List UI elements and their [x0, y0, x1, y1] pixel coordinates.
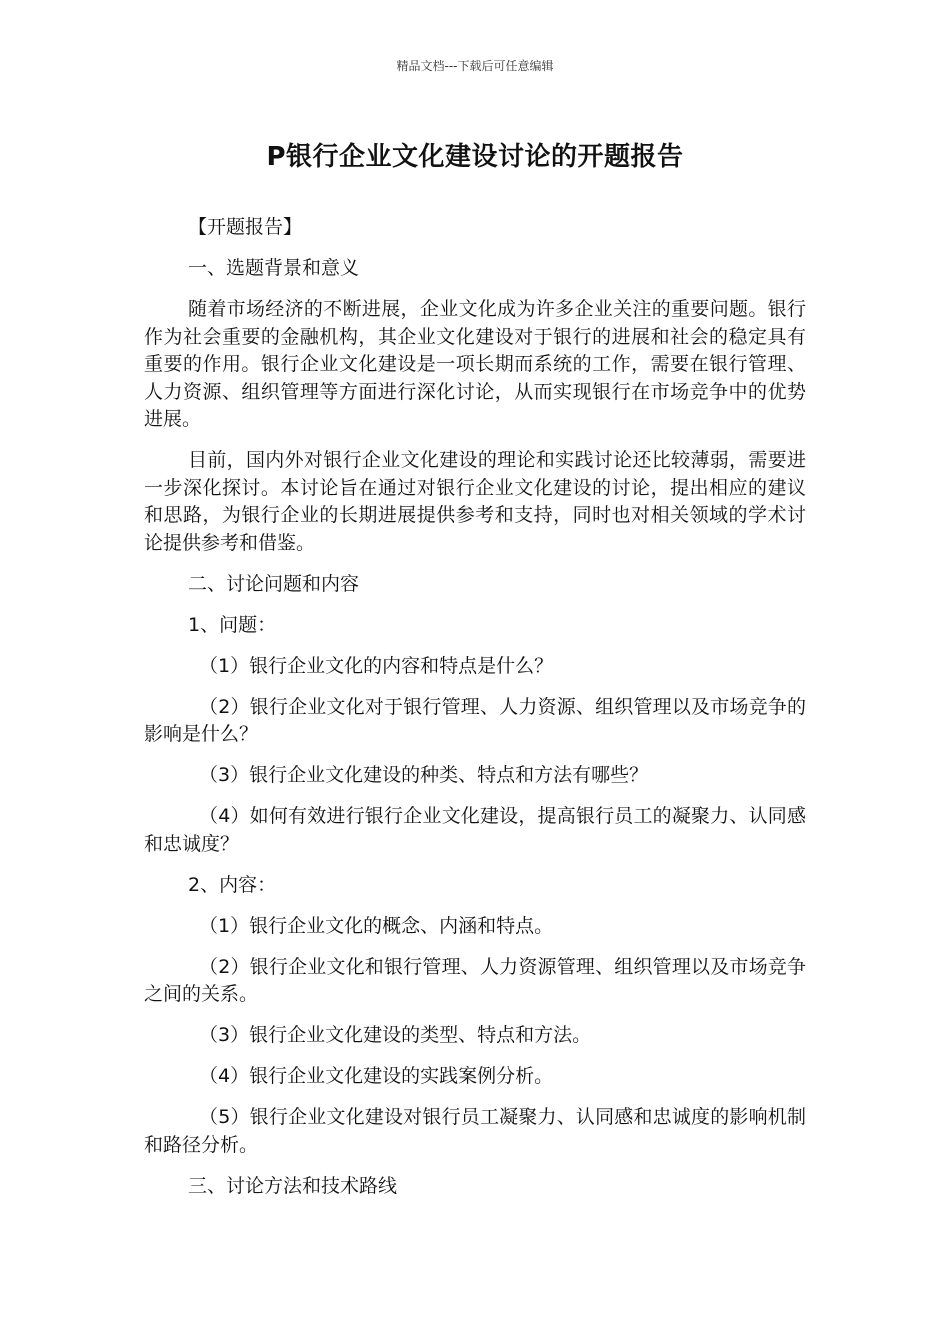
section-heading-background: 一、选题背景和意义: [188, 257, 360, 279]
section-heading-questions-content: 二、讨论问题和内容: [188, 572, 360, 595]
paragraph-background-2: 目前，国内外对银行企业文化建设的理论和实践讨论还比较薄弱，需要进一步深化探讨。本讨论旨在通过对银行企业文化建设的讨论，提出相应的建议和思路，为银行企业的长期进展提供参考和支持，同时也对相关领域的学术讨论提供参考和借鉴。: [144, 449, 806, 554]
question-item-3: （3）银行企业文化建设的种类、特点和方法有哪些？: [199, 764, 649, 786]
document-title: P银行企业文化建设讨论的开题报告: [266, 142, 684, 172]
document-body: [144, 214, 806, 1214]
section-label-report: 【开题报告】: [188, 216, 303, 238]
content-item-5: （5）银行企业文化建设对银行员工凝聚力、认同感和忠诚度的影响机制和路径分析。: [144, 1106, 806, 1156]
header-note: 精品文档---下载后可任意编辑: [396, 59, 554, 73]
section-heading-methods: 三、讨论方法和技术路线: [188, 1174, 398, 1197]
content-item-2: （2）银行企业文化和银行管理、人力资源管理、组织管理以及市场竞争之间的关系。: [144, 955, 806, 1005]
content-item-4: （4）银行企业文化建设的实践案例分析。: [199, 1065, 554, 1087]
question-item-2: （2）银行企业文化对于银行管理、人力资源、组织管理以及市场竞争的影响是什么？: [144, 695, 806, 745]
paragraph-background-1: 随着市场经济的不断进展，企业文化成为许多企业关注的重要问题。银行作为社会重要的金融机构，其企业文化建设对于银行的进展和社会的稳定具有重要的作用。银行企业文化建设是一项长期而系统的工作，需要在银行管理、人力资源、组织管理等方面进行深化讨论，从而实现银行在市场竞争中的优势进展。: [144, 298, 806, 430]
question-item-1: （1）银行企业文化的内容和特点是什么？: [199, 654, 554, 677]
content-item-3: （3）银行企业文化建设的类型、特点和方法。: [199, 1024, 592, 1046]
question-item-4: （4）如何有效进行银行企业文化建设，提高银行员工的凝聚力、认同感和忠诚度？: [144, 805, 806, 855]
subheading-content: 2、内容：: [188, 873, 277, 896]
subheading-questions: 1、问题：: [188, 613, 277, 636]
content-item-1: （1）银行企业文化的概念、内涵和特点。: [199, 914, 554, 937]
